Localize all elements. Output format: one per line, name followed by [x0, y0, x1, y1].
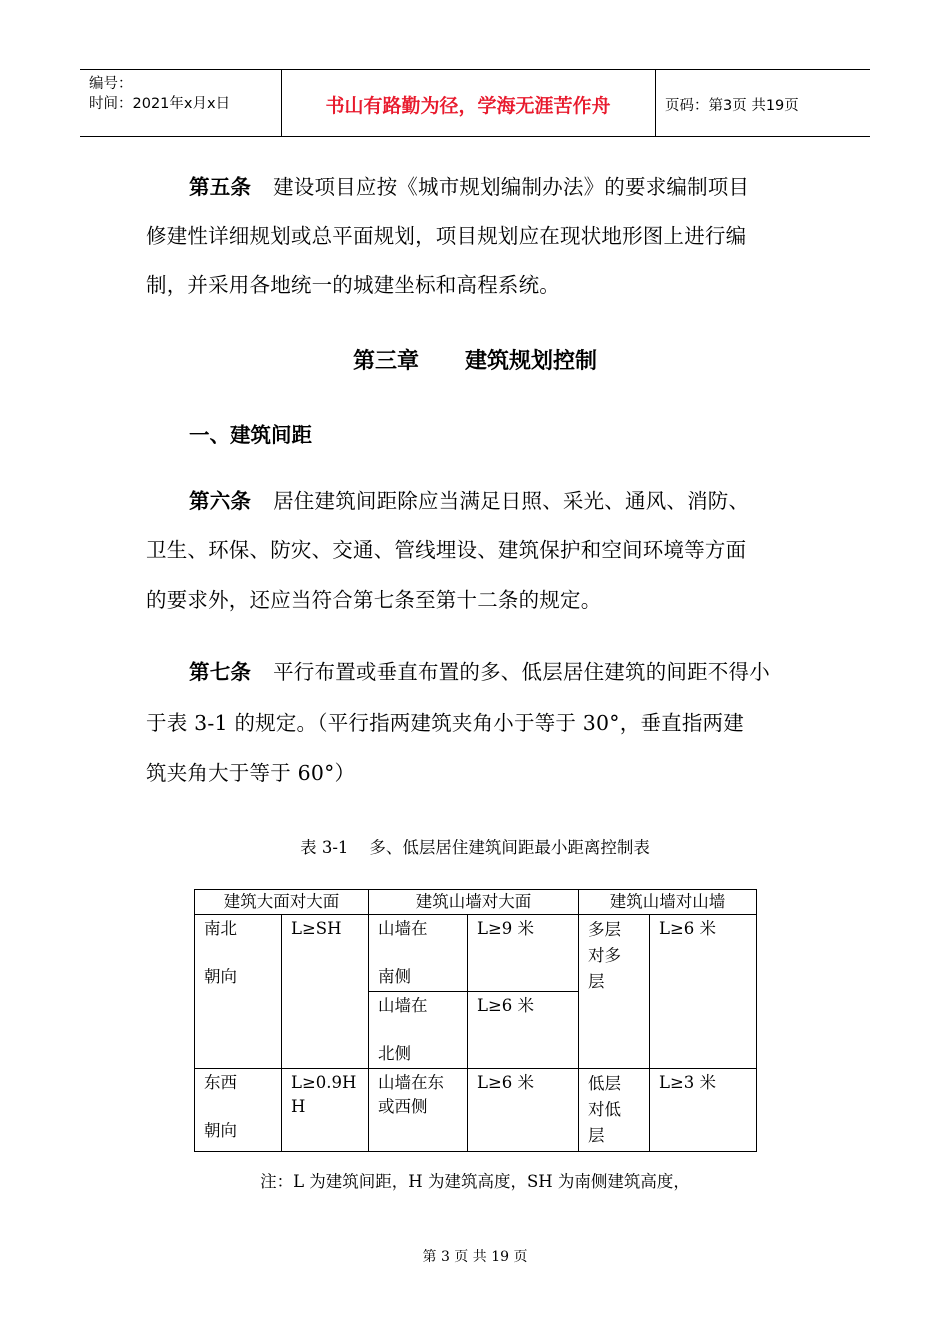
chapter-title: 第三章 建筑规划控制	[353, 349, 597, 374]
table-header-cell: 建筑山墙对山墙	[579, 890, 757, 915]
header-motto: 书山有路勤为径，学海无涯苦作舟	[325, 95, 611, 117]
table-cell-ew-orientation: 东西 朝向	[195, 1069, 282, 1152]
table-cell-multi-to-multi: 多层 对多 层	[579, 915, 650, 1069]
article-5-text-1: 建设项目应按《城市规划编制办法》的要求编制项目	[273, 175, 750, 199]
document-number-label: 编号：	[89, 76, 133, 92]
table-cell-multi-value: L≥6 米	[650, 915, 757, 1069]
table-row	[195, 915, 757, 992]
article-6-heading: 第六条	[189, 489, 252, 513]
article-6-text-1: 居住建筑间距除应当满足日照、采光、通风、消防、	[273, 489, 750, 513]
article-7-text-1: 平行布置或垂直布置的多、低层居住建筑的间距不得小	[273, 660, 770, 684]
article-5-line-3: 制，并采用各地统一的城建坐标和高程系统。	[146, 273, 560, 297]
table-note: 注：L 为建筑间距，H 为建筑高度，SH 为南侧建筑高度，	[260, 1172, 690, 1191]
article-6-line-3: 的要求外，还应当符合第七条至第十二条的规定。	[146, 588, 602, 612]
table-cell-gable-north: 山墙在 北侧	[369, 992, 468, 1069]
article-5-line-2: 修建性详细规划或总平面规划，项目规划应在现状地形图上进行编	[146, 224, 747, 248]
table-cell-gable-east-west: 山墙在东 或西侧	[369, 1069, 468, 1152]
article-7-line-1	[189, 662, 770, 682]
spacing-control-table	[194, 889, 757, 1152]
document-date-label: 时间：2021年x月x日	[89, 96, 231, 112]
article-7-line-2: 于表 3-1 的规定。（平行指两建筑夹角小于等于 30°，垂直指两建	[146, 711, 744, 735]
table-cell-gable-south: 山墙在 南侧	[369, 915, 468, 992]
article-7-heading: 第七条	[189, 660, 252, 684]
table-header-cell: 建筑大面对大面	[195, 890, 369, 915]
header-page-info: 页码：第3页 共19页	[665, 98, 799, 114]
header-bottom-rule	[80, 136, 870, 137]
article-7-line-3: 筑夹角大于等于 60°）	[146, 761, 356, 785]
table-cell-low-to-low: 低层 对低 层	[579, 1069, 650, 1152]
table-cell-gable-north-value: L≥6 米	[468, 992, 579, 1069]
header-top-rule	[80, 69, 870, 70]
table-cell-ew-value: L≥0.9H H	[282, 1069, 369, 1152]
article-5-heading: 第五条	[189, 175, 252, 199]
table-cell-gable-east-west-value: L≥6 米	[468, 1069, 579, 1152]
table-cell-ns-value: L≥SH	[282, 915, 369, 1069]
table-row	[195, 1069, 757, 1152]
page-footer: 第 3 页 共 19 页	[422, 1249, 528, 1265]
table-header-row	[195, 890, 757, 915]
table-caption: 表 3-1 多、低层居住建筑间距最小距离控制表	[300, 838, 650, 857]
article-6-line-2: 卫生、环保、防灾、交通、管线埋设、建筑保护和空间环境等方面	[146, 538, 747, 562]
table-cell-low-value: L≥3 米	[650, 1069, 757, 1152]
table-cell-gable-south-value: L≥9 米	[468, 915, 579, 992]
header-divider-right	[655, 69, 656, 136]
table-header-cell: 建筑山墙对大面	[369, 890, 579, 915]
article-6-line-1	[189, 491, 749, 511]
header-divider-left	[281, 69, 282, 136]
article-5-line-1	[189, 177, 749, 197]
section-title: 一、建筑间距	[189, 423, 312, 447]
table-cell-ns-orientation: 南北 朝向	[195, 915, 282, 1069]
